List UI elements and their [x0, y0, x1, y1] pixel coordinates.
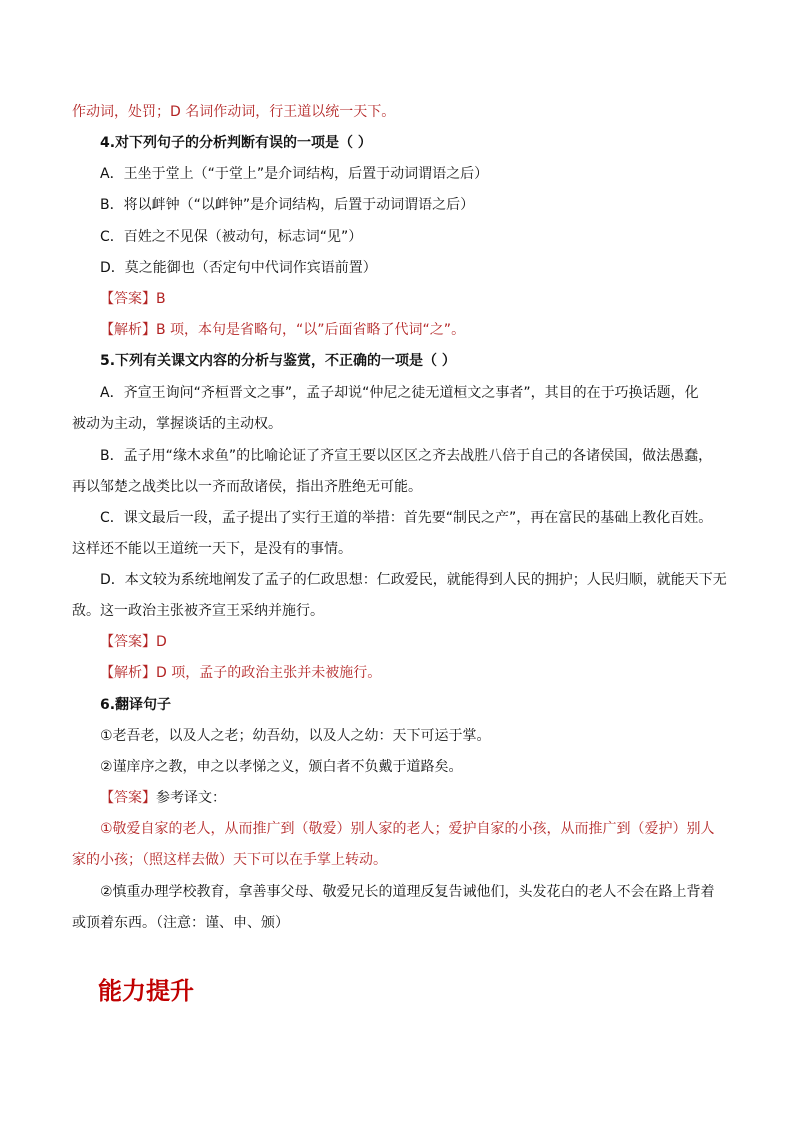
- question-5-answer: [100, 632, 732, 652]
- translation-2-line-2: 或顶着东西。（注意：谨、申、颁）: [72, 915, 289, 931]
- analysis-label: 【解析】: [100, 665, 156, 681]
- question-5-option-a-line-1: A．齐宣王询问“齐桓晋文之事”，孟子却说“仲尼之徒无道桓文之事者”，其目的在于巧换话题，化: [100, 385, 699, 401]
- question-5-option-c-line-1: C．课文最后一段，孟子提出了实行王道的举措：首先要“制民之产”，再在富民的基础上教化百姓。: [100, 510, 713, 526]
- answer-value: B: [156, 291, 166, 307]
- answer-value: 参考译文：: [156, 790, 226, 806]
- question-4-answer: [100, 289, 732, 309]
- translation-1-line-2: 家的小孩；（照这样去做）天下可以在手掌上转动。: [72, 852, 387, 868]
- question-5-title: 5.下列有关课文内容的分析与鉴赏，不正确的一项是（ ）: [100, 353, 456, 369]
- question-5-analysis: [100, 663, 732, 683]
- translation-1-line-1: ①敬爱自家的老人，从而推广到（敬爱）别人家的老人；爱护自家的小孩，从而推广到（爱护）别人: [100, 821, 715, 837]
- question-4-analysis: [100, 320, 732, 340]
- section-title: 能力提升: [98, 977, 194, 1005]
- question-4-option-c: C．百姓之不见保（被动句，标志词“见”）: [100, 229, 363, 245]
- answer-label: 【答案】: [100, 634, 156, 650]
- analysis-value: D 项，孟子的政治主张并未被施行。: [156, 665, 382, 681]
- previous-answer-line: 作动词，处罚；D 名词作动词，行王道以统一天下。: [72, 104, 396, 120]
- question-5-option-c-line-2: 这样还不能以王道统一天下，是没有的事情。: [72, 541, 352, 557]
- translation-2-line-1: ②慎重办理学校教育，拿善事父母、敬爱兄长的道理反复告诫他们，头发花白的老人不会在路上背着: [100, 884, 715, 900]
- analysis-value: B 项，本句是省略句，“以”后面省略了代词“之”。: [156, 322, 466, 338]
- question-6-sentence-1: ①老吾老，以及人之老；幼吾幼，以及人之幼：天下可运于掌。: [100, 728, 491, 744]
- question-6-answer: [100, 788, 732, 808]
- question-4-option-d: D．莫之能御也（否定句中代词作宾语前置）: [100, 260, 377, 276]
- answer-label: 【答案】: [100, 291, 156, 307]
- question-5-option-b-line-1: B．孟子用“缘木求鱼”的比喻论证了齐宣王要以区区之齐去战胜八倍于自己的各诸侯国，做法愚蠢，: [100, 448, 713, 464]
- question-5-option-d-line-1: D．本文较为系统地阐发了孟子的仁政思想：仁政爱民，就能得到人民的拥护；人民归顺，就能天下无: [100, 572, 727, 588]
- question-5-option-b-line-2: 再以邹楚之战类比以一齐而敌诸侯，指出齐胜绝无可能。: [72, 479, 422, 495]
- answer-value: D: [156, 634, 167, 650]
- question-4-title: 4.对下列句子的分析判断有误的一项是（ ）: [100, 135, 372, 151]
- analysis-label: 【解析】: [100, 322, 156, 338]
- question-4-option-a: A．王坐于堂上（“于堂上”是介词结构，后置于动词谓语之后）: [100, 166, 489, 182]
- question-5-option-d-line-2: 敌。这一政治主张被齐宣王采纳并施行。: [72, 603, 324, 619]
- question-6-title: 6.翻译句子: [100, 697, 172, 713]
- question-5-option-a-line-2: 被动为主动，掌握谈话的主动权。: [72, 416, 282, 432]
- question-4-option-b: B．将以衅钟（“以衅钟”是介词结构，后置于动词谓语之后）: [100, 197, 475, 213]
- answer-label: 【答案】: [100, 790, 156, 806]
- question-6-sentence-2: ②谨庠序之教，申之以孝悌之义，颁白者不负戴于道路矣。: [100, 759, 463, 775]
